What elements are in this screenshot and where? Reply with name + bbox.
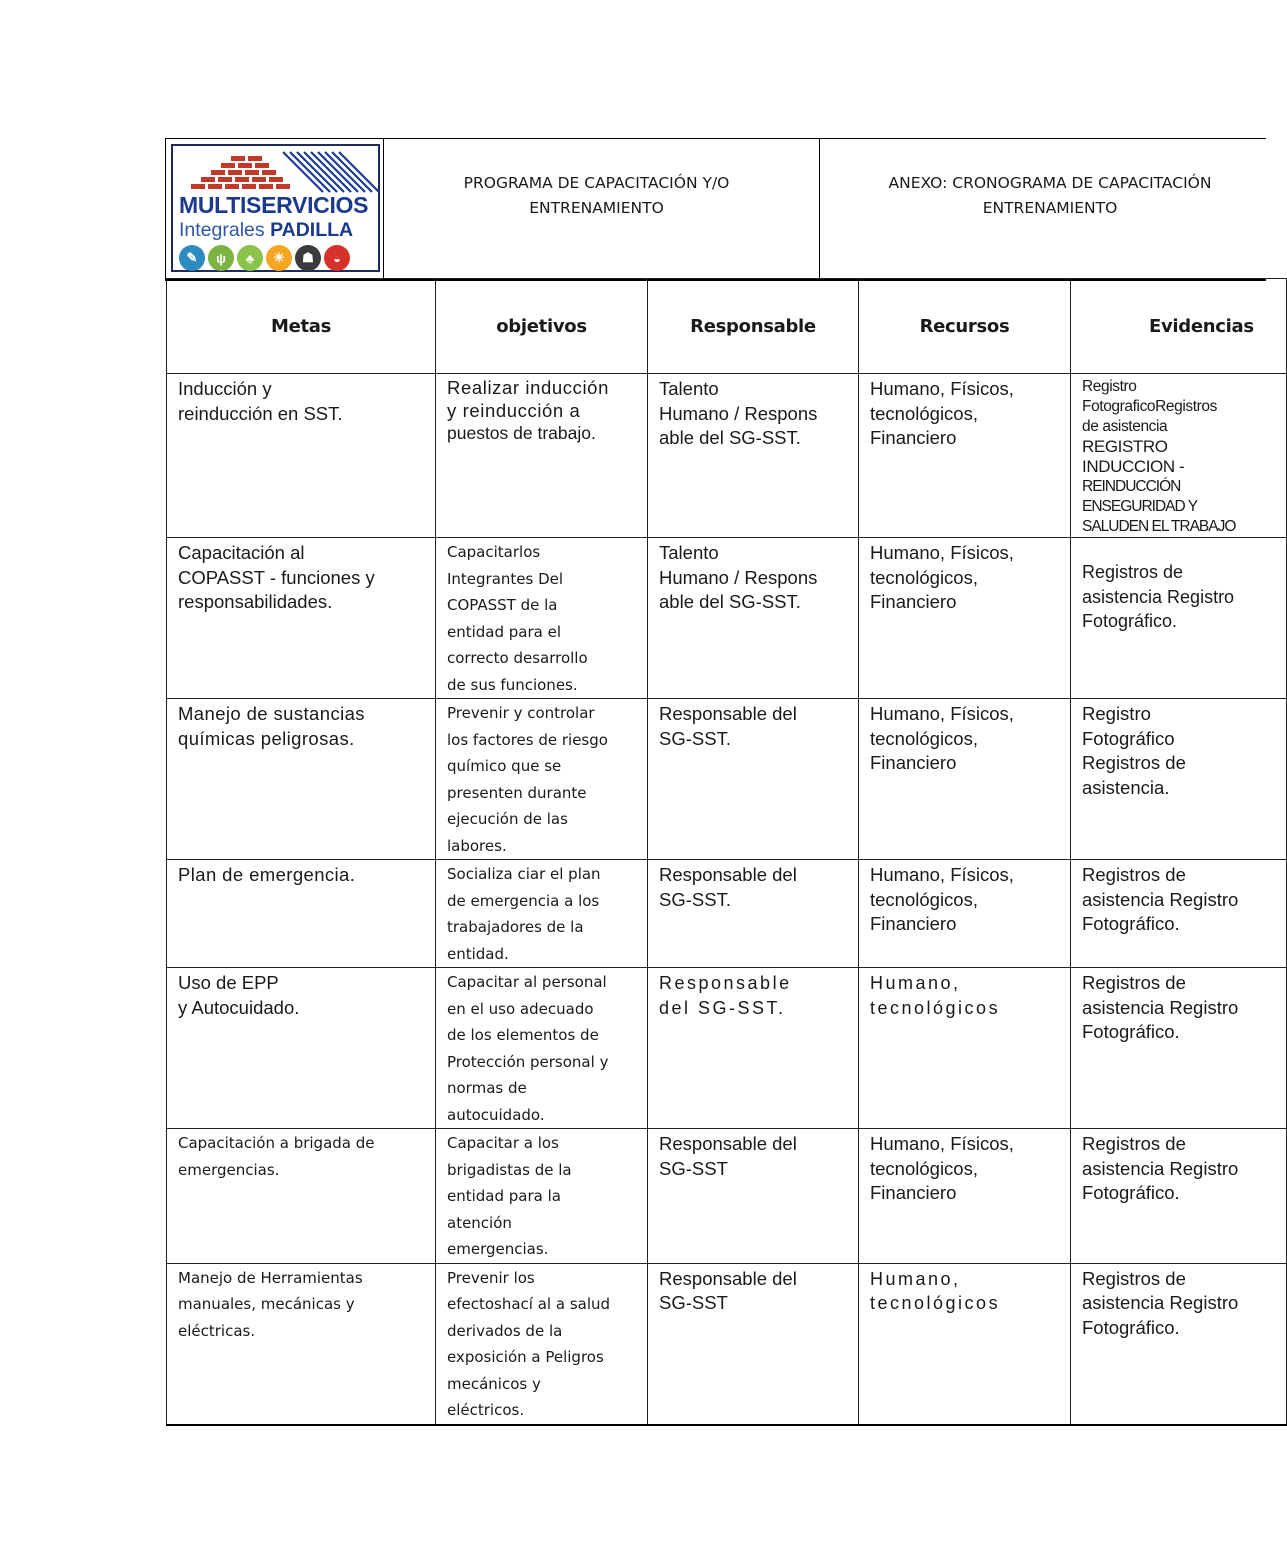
recursos-cell	[859, 538, 1071, 699]
evidencia-line: asistencia Registro	[1082, 888, 1239, 910]
objetivo-line: entidad para la	[447, 1187, 561, 1205]
objetivo-line: atención	[447, 1213, 512, 1232]
evidencia-line: ENSEGURIDAD Y	[1082, 498, 1198, 515]
column-header-recursos: Recursos	[859, 279, 1071, 374]
objetivo-cell	[436, 699, 648, 860]
responsable-line: Responsable del	[659, 864, 797, 885]
responsable-cell	[648, 1263, 859, 1425]
objetivo-line: COPASST de la	[447, 596, 558, 614]
recursos-line: Humano, Físicos,	[870, 542, 1014, 563]
table-row	[167, 699, 1287, 860]
objetivo-line: entidad.	[447, 944, 509, 963]
annex-title-cell	[820, 139, 1280, 279]
objetivo-cell	[436, 374, 648, 538]
objetivo-line: mecánicos y	[447, 1374, 541, 1393]
responsable-line: SG-SST.	[659, 888, 731, 910]
meta-line: Capacitación a brigada de	[178, 1134, 375, 1152]
column-header-objetivos: objetivos	[436, 279, 648, 374]
evidencia-line: Fotográfico.	[1082, 1316, 1180, 1338]
column-header-evidencias: Evidencias	[1071, 279, 1287, 374]
annex-title-line-2: ENTRENAMIENTO	[982, 199, 1118, 217]
objetivo-cell	[436, 968, 648, 1129]
meta-line: químicas peligrosas.	[178, 727, 355, 749]
logo-line-2: Integrales PADILLA	[179, 219, 354, 241]
responsable-line: SG-SST	[659, 1157, 728, 1179]
recursos-line: tecnológicos,	[870, 566, 978, 588]
meta-line: Plan de emergencia.	[178, 864, 356, 885]
evidencia-line: de asistencia	[1082, 418, 1168, 435]
recursos-line: tecnológicos	[870, 997, 1001, 1018]
evidencia-line: Registros de	[1082, 972, 1186, 993]
worker-icon: ☗	[295, 245, 321, 271]
recursos-line: Humano,	[870, 1268, 961, 1289]
evidencia-cell	[1071, 860, 1287, 968]
evidencia-line: FotograficoRegistros	[1082, 398, 1218, 415]
recursos-line: tecnológicos,	[870, 727, 978, 749]
objetivo-line: Prevenir los	[447, 1268, 535, 1287]
responsable-line: Humano / Respons	[659, 566, 818, 588]
evidencia-line: Fotográfico.	[1082, 1021, 1180, 1042]
objetivo-line: Realizar inducción	[447, 377, 609, 398]
table-row	[167, 538, 1287, 699]
recursos-cell	[859, 1129, 1071, 1264]
responsable-line: Responsable del	[659, 1267, 797, 1289]
objetivo-line: puestos de trabajo.	[447, 423, 596, 443]
evidencia-cell	[1071, 699, 1287, 860]
meta-cell	[167, 860, 436, 968]
evidencia-cell	[1071, 538, 1287, 699]
evidencia-line: Fotográfico	[1082, 727, 1175, 749]
responsable-line: del SG-SST.	[659, 997, 786, 1018]
evidencia-line: REGISTRO	[1082, 437, 1168, 456]
responsable-cell	[648, 699, 859, 860]
objetivo-line: entidad para el	[447, 622, 562, 641]
program-title-line-1: PROGRAMA DE CAPACITACIÓN Y/O	[463, 174, 730, 192]
evidencia-cell	[1071, 374, 1287, 538]
evidencia-line: Fotográfico.	[1082, 913, 1180, 934]
meta-line: manuales, mecánicas y	[178, 1295, 355, 1313]
evidencia-line: Registro	[1082, 378, 1137, 395]
company-logo	[171, 144, 380, 272]
objetivo-cell	[436, 538, 648, 699]
objetivo-line: de sus funciones.	[447, 675, 578, 694]
recursos-cell	[859, 860, 1071, 968]
objetivo-line: Protección personal y	[447, 1052, 609, 1071]
program-title-line-2: ENTRENAMIENTO	[529, 199, 664, 217]
evidencia-line: asistencia Registro	[1082, 1292, 1239, 1313]
recursos-cell	[859, 374, 1071, 538]
meta-line: Capacitación al	[178, 542, 305, 563]
objetivo-line: derivados de la	[447, 1321, 563, 1340]
meta-line: Manejo de Herramientas	[178, 1268, 363, 1287]
meta-line: reinducción en SST.	[178, 402, 343, 424]
responsable-line: able del SG-SST.	[659, 591, 801, 612]
meta-cell	[167, 1263, 436, 1425]
logo-icon-row	[179, 245, 350, 271]
objetivo-line: ejecución de las	[447, 810, 568, 828]
meta-cell	[167, 968, 436, 1129]
table-row	[167, 1129, 1287, 1264]
objetivo-line: eléctricos.	[447, 1401, 525, 1419]
evidencia-line: INDUCCION -	[1082, 457, 1185, 476]
meta-line: eléctricas.	[178, 1321, 256, 1340]
recursos-line: Financiero	[870, 913, 957, 934]
recursos-line: tecnológicos	[870, 1293, 1001, 1313]
meta-line: responsabilidades.	[178, 591, 333, 612]
evidencia-line: Registros de	[1082, 752, 1186, 773]
objetivo-line: labores.	[447, 836, 507, 855]
evidencia-line: Registros de	[1082, 1133, 1186, 1154]
meta-line: Manejo de sustancias	[178, 703, 365, 724]
sun-icon: ☀	[266, 245, 292, 271]
objetivo-line: Integrantes Del	[447, 569, 564, 588]
food-icon: ψ	[208, 245, 234, 271]
recursos-line: tecnológicos,	[870, 888, 978, 910]
responsable-cell	[648, 1129, 859, 1264]
evidencia-line: asistencia Registro	[1082, 586, 1235, 607]
tools-icon: ✎	[179, 245, 205, 271]
meta-cell	[167, 538, 436, 699]
responsable-cell	[648, 968, 859, 1129]
evidencia-line: Registro	[1082, 703, 1151, 724]
objetivo-line: emergencias.	[447, 1240, 549, 1258]
table-header-row	[167, 279, 1287, 374]
objetivo-line: Capacitar a los	[447, 1134, 559, 1152]
evidencia-line: asistencia Registro	[1082, 996, 1239, 1018]
evidencia-line: Fotográfico.	[1082, 611, 1178, 631]
objetivo-cell	[436, 1129, 648, 1264]
recursos-line: Humano, Físicos,	[870, 1133, 1014, 1154]
document-header	[165, 138, 1266, 281]
evidencia-line: REINDUCCIÓN	[1082, 478, 1181, 495]
meta-cell	[167, 374, 436, 538]
table-row	[167, 860, 1287, 968]
recursos-cell	[859, 1263, 1071, 1425]
objetivo-line: de los elementos de	[447, 1026, 599, 1044]
meta-line: Inducción y	[178, 378, 272, 399]
responsable-line: Talento	[659, 378, 719, 399]
recursos-cell	[859, 699, 1071, 860]
recursos-line: tecnológicos,	[870, 1157, 978, 1179]
objetivo-line: en el uso adecuado	[447, 999, 594, 1018]
evidencia-line: SALUDEN EL TRABAJO	[1082, 518, 1236, 535]
objetivo-line: exposición a Peligros	[447, 1348, 604, 1366]
evidencia-line: Fotográfico.	[1082, 1182, 1180, 1203]
responsable-line: Responsable del	[659, 703, 797, 724]
recursos-line: Financiero	[870, 591, 957, 612]
responsable-cell	[648, 538, 859, 699]
responsable-line: able del SG-SST.	[659, 427, 801, 448]
objetivo-line: normas de	[447, 1079, 527, 1097]
objetivo-line: de emergencia a los	[447, 891, 600, 910]
table-row	[167, 374, 1287, 538]
recursos-line: tecnológicos,	[870, 402, 978, 424]
recursos-line: Humano, Físicos,	[870, 378, 1014, 399]
training-schedule-table	[166, 278, 1287, 1426]
evidencia-line: Registros de	[1082, 1267, 1186, 1289]
recursos-line: Financiero	[870, 1182, 957, 1203]
recursos-line: Humano, Físicos,	[870, 864, 1014, 885]
objetivo-line: presenten durante	[447, 783, 587, 802]
responsable-line: SG-SST.	[659, 727, 731, 749]
objetivo-cell	[436, 860, 648, 968]
recursos-line: Humano, Físicos,	[870, 703, 1014, 724]
recursos-cell	[859, 968, 1071, 1129]
plant-icon: ♣	[237, 245, 263, 271]
objetivo-line: y reinducción a	[447, 399, 581, 421]
recursos-line: Financiero	[870, 427, 957, 448]
responsable-line: Humano / Respons	[659, 402, 818, 424]
meta-line: Uso de EPP	[178, 972, 279, 993]
table-row	[167, 1263, 1287, 1425]
evidencia-cell	[1071, 968, 1287, 1129]
recursos-line: Humano,	[870, 973, 961, 993]
evidencia-line: Registros de	[1082, 864, 1186, 885]
objetivo-line: Capacitarlos	[447, 543, 541, 561]
objetivo-line: Prevenir y controlar	[447, 704, 595, 722]
responsable-line: Talento	[659, 542, 719, 563]
logo-line-1: MULTISERVICIOS	[179, 192, 369, 218]
responsable-line: Responsable	[659, 973, 792, 993]
meta-line: y Autocuidado.	[178, 996, 300, 1018]
objetivo-line: químico que se	[447, 757, 562, 775]
evidencia-line: asistencia.	[1082, 776, 1170, 798]
evidencia-line: Registros de	[1082, 562, 1184, 582]
responsable-line: Responsable del	[659, 1133, 797, 1154]
objetivo-line: Capacitar al personal	[447, 973, 607, 991]
logo-cell	[166, 139, 384, 279]
objetivo-line: trabajadores de la	[447, 918, 584, 936]
evidencia-cell	[1071, 1129, 1287, 1264]
program-title-cell	[384, 139, 820, 279]
objetivo-line: autocuidado.	[447, 1105, 545, 1124]
responsable-cell	[648, 374, 859, 538]
recursos-line: Financiero	[870, 752, 957, 773]
responsable-cell	[648, 860, 859, 968]
meta-cell	[167, 1129, 436, 1264]
column-header-responsable: Responsable	[648, 279, 859, 374]
objetivo-line: los factores de riesgo	[447, 730, 608, 749]
objetivo-line: Socializa ciar el plan	[447, 865, 601, 883]
evidencia-cell	[1071, 1263, 1287, 1425]
column-header-metas: Metas	[167, 279, 436, 374]
table-row	[167, 968, 1287, 1129]
objetivo-line: correcto desarrollo	[447, 649, 588, 667]
meta-cell	[167, 699, 436, 860]
objetivo-line: brigadistas de la	[447, 1160, 572, 1179]
helmet-icon: ◒	[324, 245, 350, 271]
annex-title-line-1: ANEXO: CRONOGRAMA DE CAPACITACIÓN	[888, 174, 1212, 192]
roof-graphic	[173, 146, 382, 196]
responsable-line: SG-SST	[659, 1292, 728, 1313]
meta-line: emergencias.	[178, 1160, 280, 1179]
meta-line: COPASST - funciones y	[178, 566, 375, 588]
objetivo-line: efectoshací al a salud	[447, 1295, 611, 1313]
objetivo-cell	[436, 1263, 648, 1425]
evidencia-line: asistencia Registro	[1082, 1157, 1239, 1179]
